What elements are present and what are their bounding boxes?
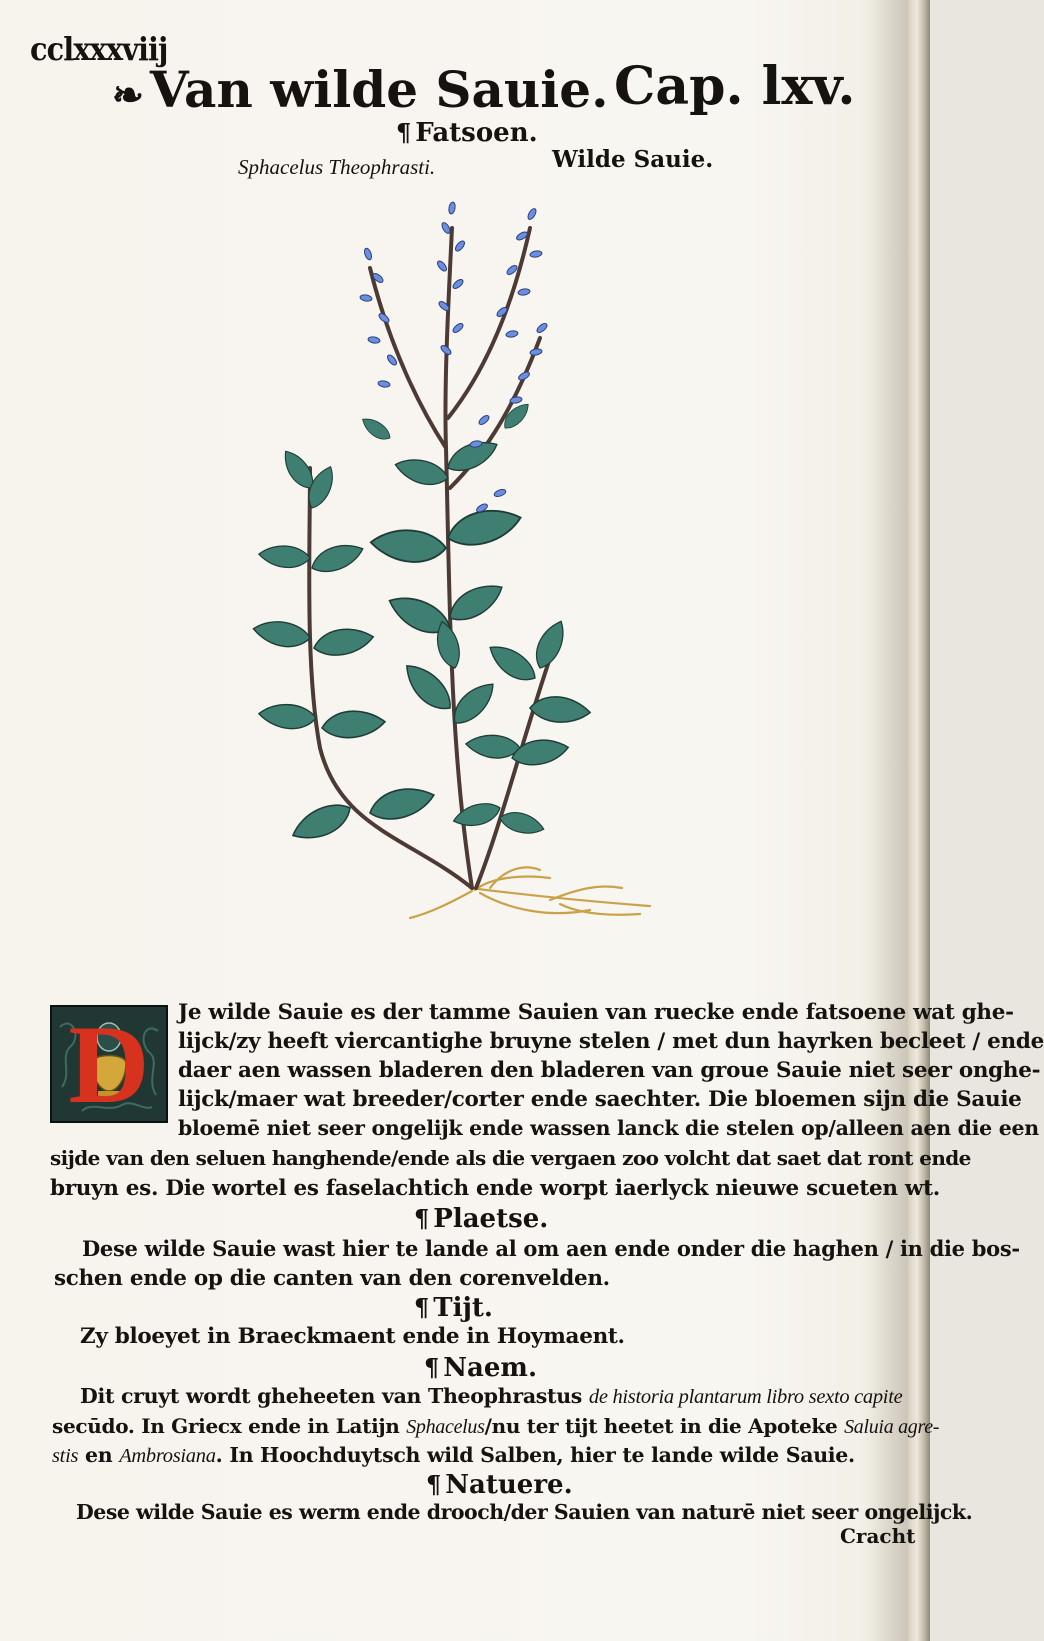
- section-heading-tijt: ¶ Tijt.: [414, 1293, 493, 1323]
- section-heading-plaetse: ¶ Plaetse.: [414, 1204, 549, 1234]
- figure-caption-dutch: Wilde Sauie.: [552, 146, 714, 173]
- description-line: lijck/maer wat breeder/corter ende saechter. Die bloemen sijn die Sauie: [178, 1087, 1022, 1112]
- naem-line: stis en Ambrosiana. In Hoochduytsch wild Salben, hier te lande wilde Sauie.: [52, 1443, 855, 1467]
- pilcrow-icon: ¶: [414, 1204, 430, 1233]
- plaetse-line: Dese wilde Sauie wast hier te lande al om aen ende onder die haghen / in die bos-: [82, 1236, 1020, 1261]
- naem-line: secūdo. In Griecx ende in Latijn Sphacelus/nu ter tijt heetet in die Apoteke Saluia agre-: [52, 1414, 940, 1438]
- initial-letter: D: [68, 1003, 150, 1127]
- decorated-initial: [50, 1003, 168, 1127]
- pilcrow-icon: ¶: [396, 118, 412, 147]
- pilcrow-icon: ¶: [424, 1353, 440, 1382]
- description-line: lijck/zy heeft viercantighe bruyne stelen / met dun hayrken becleet / ende: [178, 1029, 1044, 1054]
- page-edge: [908, 0, 930, 1641]
- section-heading-fatsoen: ¶ Fatsoen.: [396, 118, 538, 148]
- description-line: bloemē niet seer ongelijk ende wassen lanck die stelen op/alleen aen die een: [178, 1116, 1039, 1140]
- plaetse-line: schen ende op die canten van den corenvelden.: [54, 1266, 610, 1291]
- description-line: sijde van den seluen hanghende/ende als die vergaen zoo volcht dat saet dat ront ende: [50, 1146, 971, 1170]
- description-line: bruyn es. Die wortel es faselachtich ende worpt iaerlyck nieuwe scueten wt.: [50, 1176, 940, 1201]
- wild-sage-illustration: [250, 188, 700, 978]
- description-line: Je wilde Sauie es der tamme Sauien van ruecke ende fatsoene wat ghe-: [178, 1000, 1014, 1025]
- chapter-title: [112, 60, 609, 119]
- chapter-title-text: Van wilde Sauie.: [149, 60, 609, 119]
- pilcrow-icon: ¶: [426, 1470, 442, 1499]
- naem-line: Dit cruyt wordt gheheeten van Theophrastus de historia plantarum libro sexto capite: [80, 1384, 903, 1408]
- folio-number: cclxxxviij: [30, 30, 168, 68]
- fleuron-icon: ❧: [112, 71, 144, 117]
- figure-caption-latin: Sphacelus Theophrasti.: [238, 155, 436, 179]
- description-line: daer aen wassen bladeren den bladeren van groue Sauie niet seer onghe-: [178, 1058, 1041, 1083]
- chapter-number: Cap. lxv.: [614, 56, 856, 117]
- pilcrow-icon: ¶: [414, 1293, 430, 1322]
- nature-line: Dese wilde Sauie es werm ende drooch/der Sauien van naturē niet seer ongelijck.: [76, 1500, 973, 1524]
- section-heading-naem: ¶ Naem.: [424, 1353, 537, 1383]
- catchword: Cracht: [840, 1524, 916, 1548]
- section-heading-natuere: ¶ Natuere.: [426, 1470, 573, 1500]
- tijt-line: Zy bloeyet in Braeckmaent ende in Hoymaent.: [80, 1324, 625, 1349]
